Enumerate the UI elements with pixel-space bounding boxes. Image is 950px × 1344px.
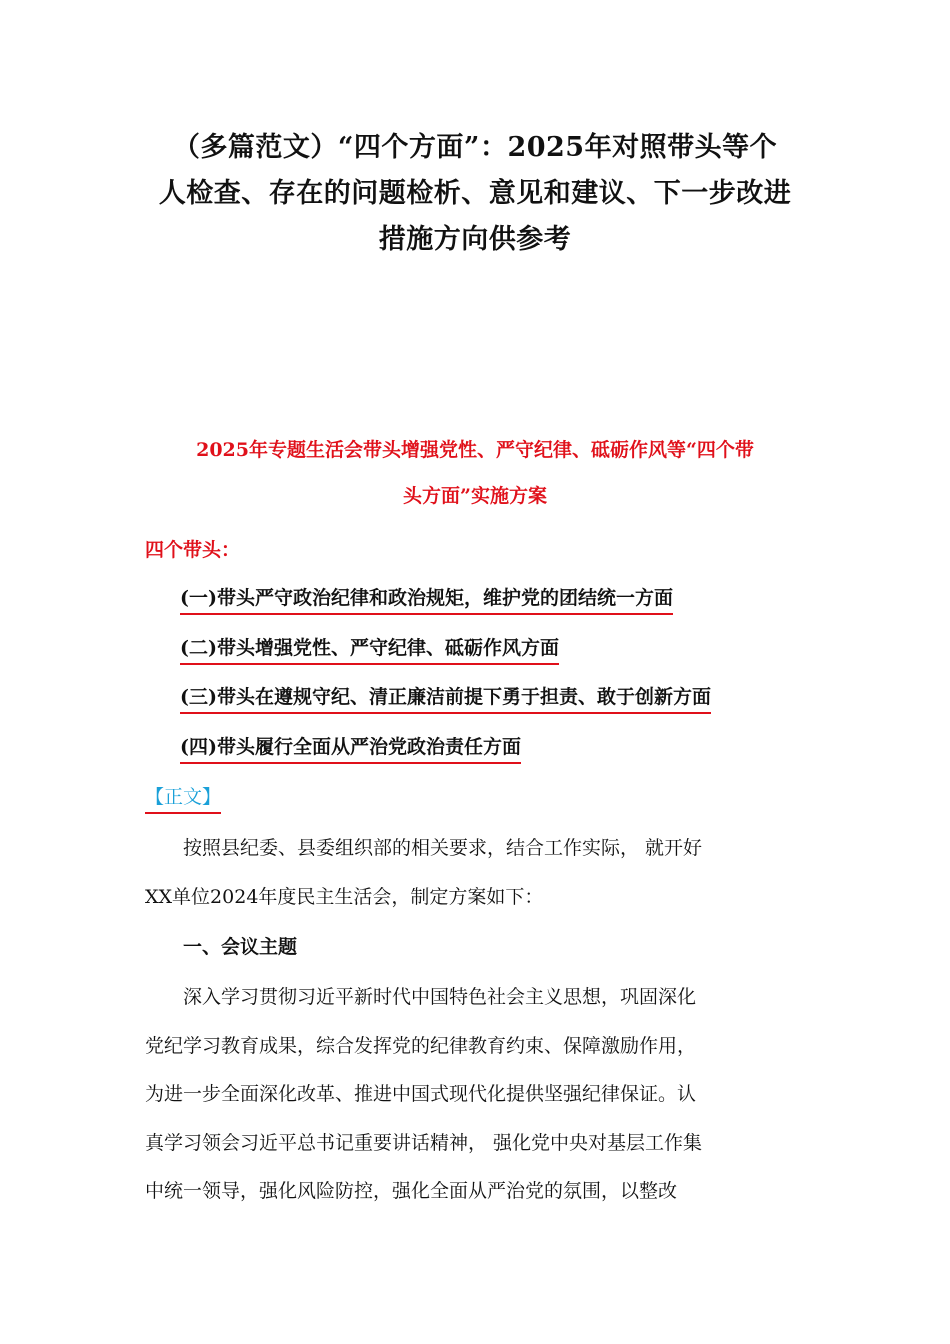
intro-paragraph (145, 824, 810, 921)
document-title (140, 125, 810, 263)
aspect-item-4: (四)带头履行全面从严治党政治责任方面 (180, 733, 521, 764)
section-1-line-1: 深入学习贯彻习近平新时代中国特色社会主义思想，巩固深化 (183, 986, 697, 1008)
title-line-2: 人检查、存在的问题检析、意见和建议、下一步改进 (158, 178, 792, 209)
aspect-item-2: (二)带头增强党性、严守纪律、砥砺作风方面 (180, 634, 559, 665)
title-line-3: 措施方向供参考 (378, 224, 572, 255)
section-1-line-3: 为进一步全面深化改革、推进中国式现代化提供坚强纪律保证。认 (145, 1083, 697, 1105)
aspect-item-3: (三)带头在遵规守纪、清正廉洁前提下勇于担责、敢于创新方面 (180, 683, 711, 714)
section-1-line-2: 党纪学习教育成果，综合发挥党的纪律教育约束、保障激励作用， (145, 1034, 697, 1057)
section-subtitle (140, 427, 810, 519)
subtitle-line-1: 2025年专题生活会带头增强党性、严守纪律、砥砺作风等“四个带 (196, 439, 754, 461)
subtitle-line-2: 头方面”实施方案 (403, 485, 547, 507)
four-heads-label: 四个带头： (145, 539, 241, 561)
intro-line-2: XX单位2024年度民主生活会，制定方案如下： (145, 885, 544, 908)
section-1-heading: 一、会议主题 (183, 936, 298, 958)
section-1-line-5: 中统一领导，强化风险防控，强化全面从严治党的氛围，以整改 (145, 1180, 678, 1202)
body-tag: 【正文】 (145, 783, 221, 814)
section-1-line-4: 真学习领会习近平总书记重要讲话精神， 强化党中央对基层工作集 (145, 1131, 703, 1154)
aspect-item-1: (一)带头严守政治纪律和政治规矩，维护党的团结统一方面 (180, 584, 673, 615)
section-1-paragraph (145, 973, 810, 1216)
intro-line-1: 按照县纪委、县委组织部的相关要求，结合工作实际， 就开好 (183, 837, 703, 859)
title-line-1: （多篇范文）“四个方面”：2025年对照带头等个 (172, 132, 778, 163)
